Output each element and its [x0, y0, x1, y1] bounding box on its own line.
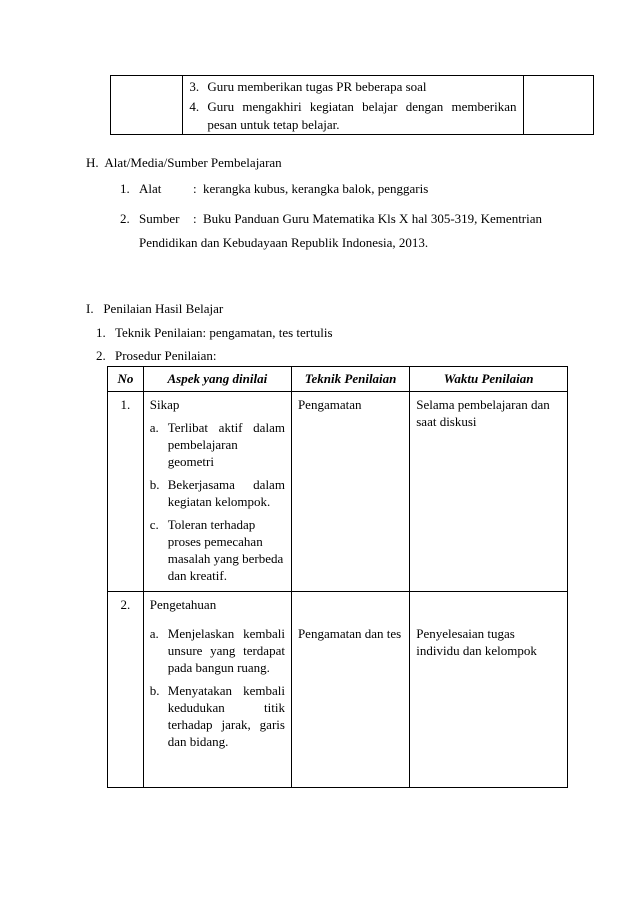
header-aspect: Aspek yang dinilai — [143, 367, 291, 392]
aspect-title: Pengetahuan — [149, 597, 217, 612]
table-header-row — [108, 367, 568, 392]
section-h-item-2-text: Buku Panduan Guru Matematika Kls X hal 305-319, Kementrian — [203, 211, 543, 226]
section-i-item-2-text: Prosedur Penilaian: — [115, 348, 217, 363]
table-row — [108, 392, 568, 592]
section-h-heading: H. Alat/Media/Sumber Pembelajaran — [86, 155, 282, 170]
row-time: Penyelesaian tugas individu dan kelompok — [410, 592, 568, 788]
row-no: 2. — [108, 592, 144, 788]
activity-item-3: 3. Guru memberikan tugas PR beberapa soal — [189, 79, 427, 94]
activities-table — [110, 75, 594, 135]
table-cell-empty — [523, 76, 594, 135]
row-aspect — [143, 592, 291, 788]
aspect-title: Sikap — [149, 397, 180, 412]
section-h-item-2-label: Sumber — [139, 211, 180, 226]
section-h-item-1-label: Alat — [139, 181, 162, 196]
table-cell-activities — [183, 76, 523, 135]
aspect-sub-item: b. Menyatakan kembali kedudukan titik terhadap jarak, garis dan bidang. — [149, 683, 285, 749]
header-technique: Teknik Penilaian — [291, 367, 409, 392]
row-technique: Pengamatan — [291, 392, 409, 592]
section-h-item-2-sep: : — [193, 211, 197, 226]
activity-item-4: 4. Guru mengakhiri kegiatan belajar dengan memberikan pesan untuk tetap belajar. — [189, 99, 517, 132]
header-time: Waktu Penilaian — [410, 367, 568, 392]
section-i-item-1-text: Teknik Penilaian: pengamatan, tes tertulis — [115, 325, 333, 340]
aspect-sub-item: b. Bekerjasama dalam kegiatan kelompok. — [149, 477, 285, 509]
section-h-item-1-num: 1. — [120, 181, 130, 196]
section-h-item-1-text: kerangka kubus, kerangka balok, penggaris — [203, 181, 429, 196]
aspect-sub-item: a. Menjelaskan kembali unsure yang terdapat pada bangun ruang. — [149, 626, 285, 675]
table-row — [108, 592, 568, 788]
header-no: No — [108, 367, 144, 392]
table-cell-empty — [111, 76, 183, 135]
assessment-table — [107, 366, 568, 788]
section-h-item-2-continuation: Pendidikan dan Kebudayaan Republik Indonesia, 2013. — [139, 235, 429, 250]
section-i-item-2-num: 2. — [96, 348, 106, 363]
section-h-item-1-sep: : — [193, 181, 197, 196]
aspect-sub-item: a. Terlibat aktif dalam pembelajaran geometri — [149, 420, 285, 469]
row-aspect — [143, 392, 291, 592]
row-technique: Pengamatan dan tes — [291, 592, 409, 788]
section-i-heading: I. Penilaian Hasil Belajar — [86, 301, 224, 316]
row-no: 1. — [108, 392, 144, 592]
row-time: Selama pembelajaran dan saat diskusi — [410, 392, 568, 592]
section-i-item-1-num: 1. — [96, 325, 106, 340]
aspect-sub-item: c. Toleran terhadap proses pemecahan masalah yang berbeda dan kreatif. — [149, 517, 284, 583]
section-h-item-2-num: 2. — [120, 211, 130, 226]
